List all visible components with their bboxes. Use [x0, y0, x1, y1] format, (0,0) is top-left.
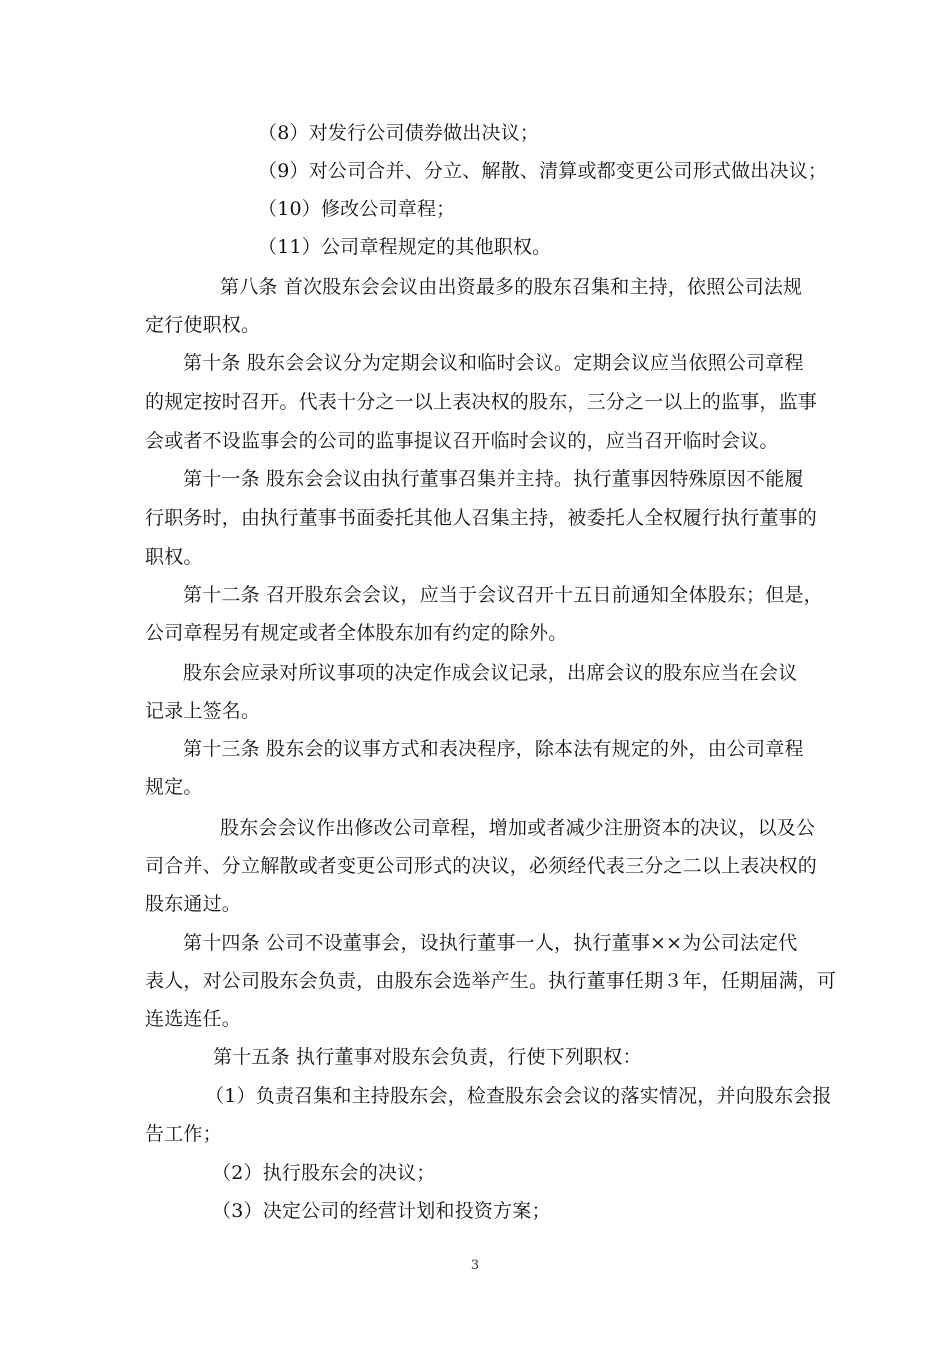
- duty-item-2: （2）执行股东会的决议；: [212, 1162, 436, 1184]
- minutes-line-1: 股东会应录对所议事项的决定作成会议记录，出席会议的股东应当在会议: [183, 662, 798, 684]
- article-12-line-2: 公司章程另有规定或者全体股东加有约定的除外。: [145, 622, 568, 644]
- article-10-line-1: 第十条 股东会会议分为定期会议和临时会议。定期会议应当依照公司章程: [183, 352, 804, 374]
- duty-item-1-line-2: 告工作；: [145, 1123, 222, 1145]
- resolution-line-3: 股东通过。: [145, 893, 242, 915]
- article-10-line-3: 会或者不设监事会的公司的监事提议召开临时会议的，应当召开临时会议。: [145, 430, 779, 452]
- page-number: 3: [470, 1258, 480, 1273]
- article-8-line-2: 定行使职权。: [145, 314, 261, 336]
- article-14-line-3: 连选连任。: [145, 1008, 242, 1030]
- article-13-line-1: 第十三条 股东会的议事方式和表决程序，除本法有规定的外，由公司章程: [183, 738, 804, 760]
- list-item-11: （11）公司章程规定的其他职权。: [258, 236, 552, 258]
- list-item-10: （10）修改公司章程；: [258, 198, 456, 220]
- article-15-line-1: 第十五条 执行董事对股东会负责，行使下列职权：: [213, 1046, 642, 1068]
- article-14-line-2: 表人，对公司股东会负责，由股东会选举产生。执行董事任期３年，任期届满，可: [145, 970, 837, 992]
- minutes-line-2: 记录上签名。: [145, 700, 261, 722]
- article-11-line-2: 行职务时，由执行董事书面委托其他人召集主持，被委托人全权履行执行董事的: [145, 507, 818, 529]
- resolution-line-2: 司合并、分立解散或者变更公司形式的决议，必须经代表三分之二以上表决权的: [145, 855, 818, 877]
- article-10-line-2: 的规定按时召开。代表十分之一以上表决权的股东，三分之一以上的监事，监事: [145, 391, 818, 413]
- duty-item-3: （3）决定公司的经营计划和投资方案；: [212, 1200, 551, 1222]
- article-11-line-3: 职权。: [145, 546, 203, 568]
- duty-item-1-line-1: （1）负责召集和主持股东会，检查股东会会议的落实情况，并向股东会报: [205, 1085, 832, 1107]
- article-12-line-1: 第十二条 召开股东会会议，应当于会议召开十五日前通知全体股东；但是，: [183, 584, 823, 606]
- article-11-line-1: 第十一条 股东会会议由执行董事召集并主持。执行董事因特殊原因不能履: [183, 468, 804, 490]
- list-item-8: （8）对发行公司债券做出决议；: [258, 122, 540, 144]
- list-item-9: （9）对公司合并、分立、解散、清算或都变更公司形式做出决议；: [258, 160, 828, 182]
- resolution-line-1: 股东会会议作出修改公司章程，增加或者减少注册资本的决议，以及公: [220, 817, 816, 839]
- article-13-line-2: 规定。: [145, 776, 203, 798]
- article-14-line-1: 第十四条 公司不设董事会，设执行董事一人，执行董事××为公司法定代: [183, 932, 798, 954]
- article-8-line-1: 第八条 首次股东会会议由出资最多的股东召集和主持，依照公司法规: [220, 276, 803, 298]
